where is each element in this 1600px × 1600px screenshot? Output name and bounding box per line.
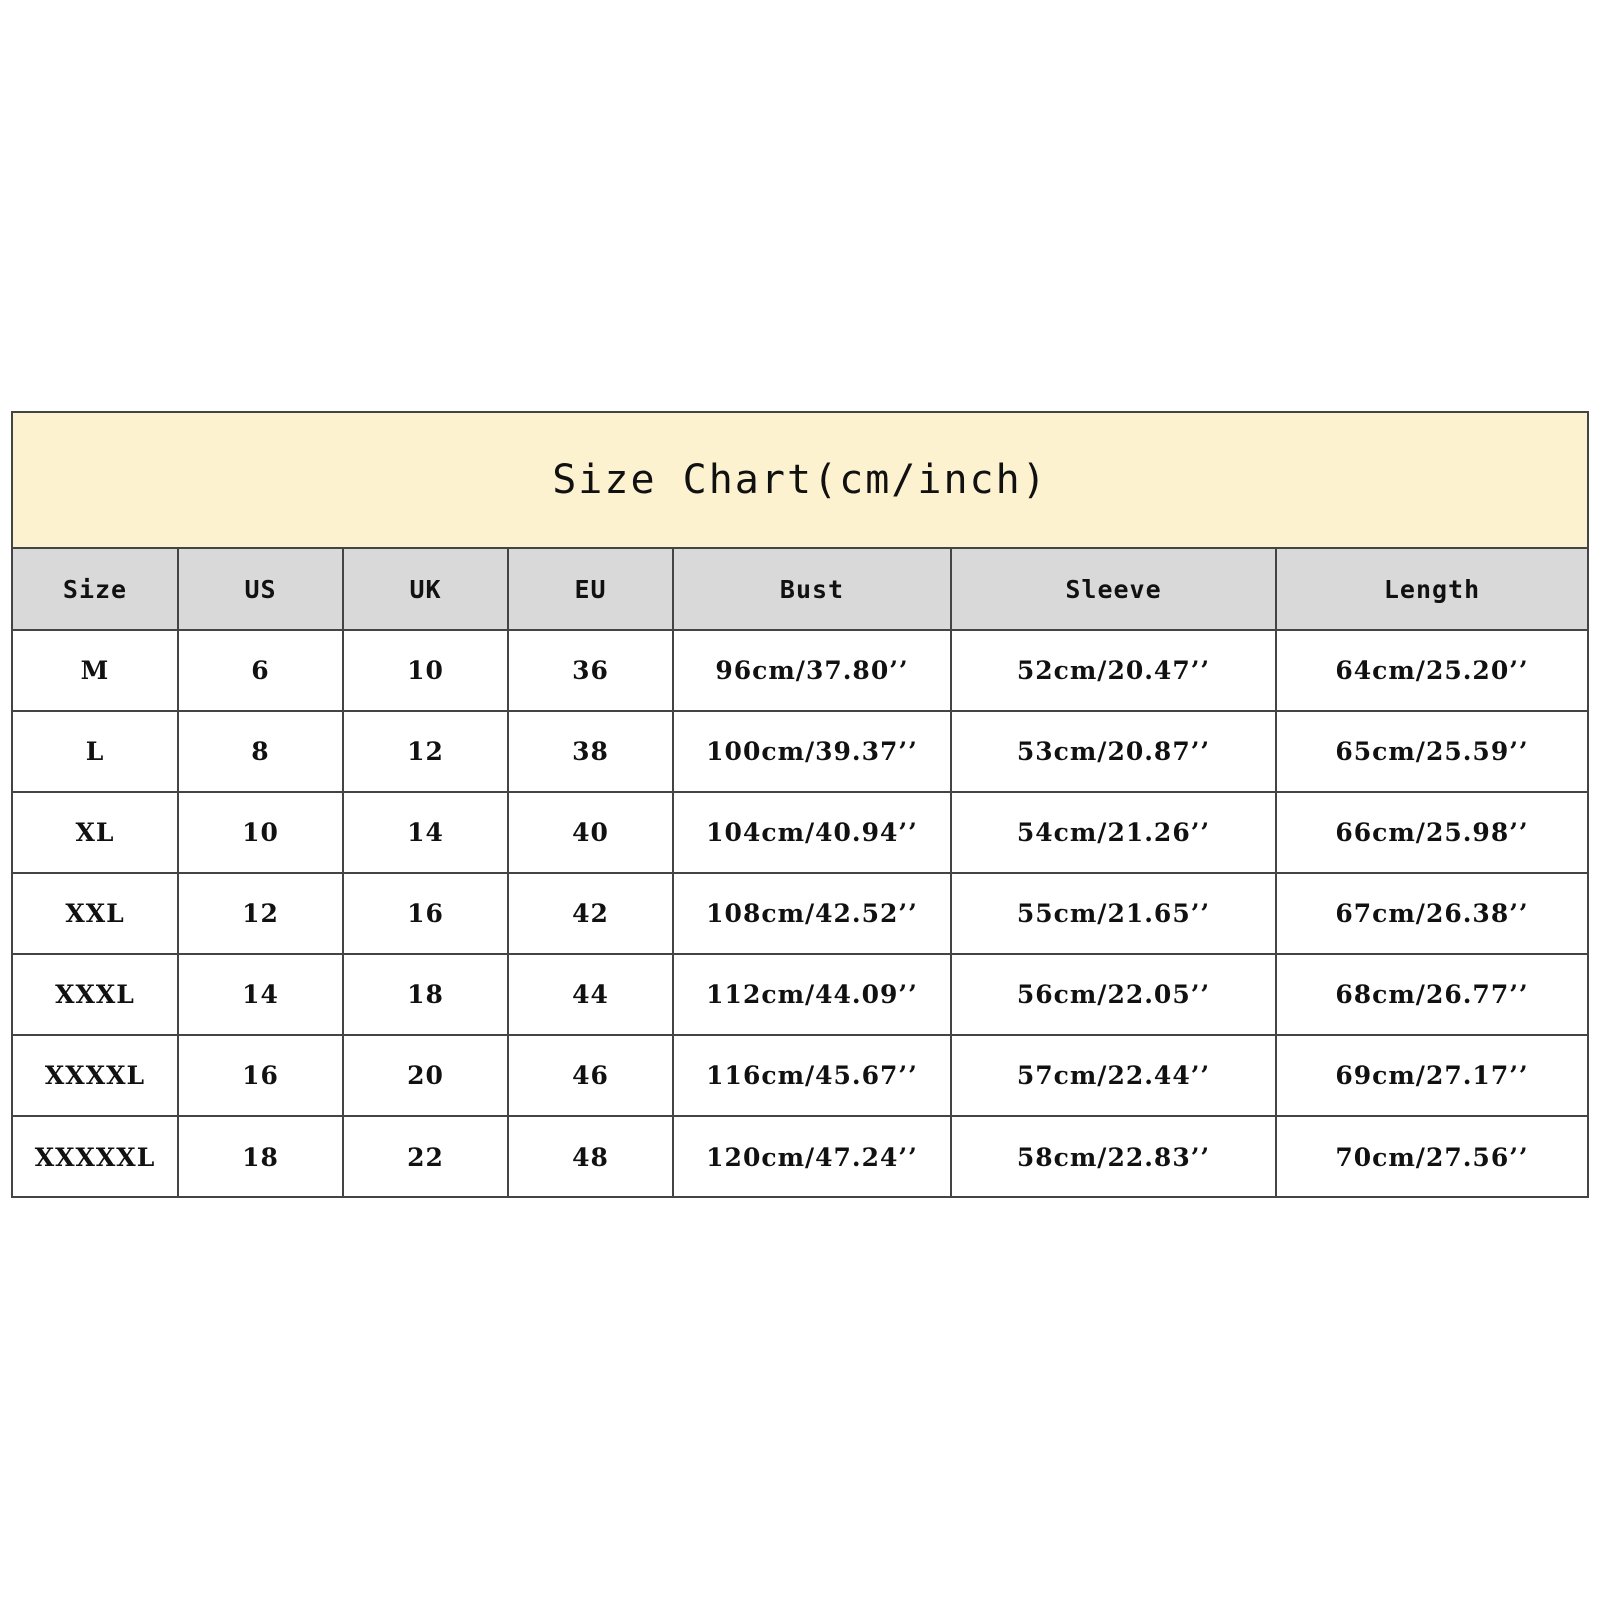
- size-chart-title: Size Chart(cm/inch): [552, 457, 1048, 503]
- cell-uk: 16: [343, 873, 508, 954]
- size-chart-table: [11, 411, 1589, 1198]
- cell-bust: 116cm/45.67’’: [673, 1035, 951, 1116]
- header-sleeve: Sleeve: [951, 549, 1276, 630]
- cell-us: 6: [178, 630, 343, 711]
- table-row: [13, 711, 1587, 792]
- cell-size: L: [13, 711, 178, 792]
- cell-sleeve: 55cm/21.65’’: [951, 873, 1276, 954]
- cell-us: 14: [178, 954, 343, 1035]
- header-row: [13, 549, 1587, 630]
- header-us: US: [178, 549, 343, 630]
- cell-bust: 120cm/47.24’’: [673, 1116, 951, 1197]
- cell-uk: 14: [343, 792, 508, 873]
- cell-size: XXL: [13, 873, 178, 954]
- cell-size: XXXXXL: [13, 1116, 178, 1197]
- cell-eu: 44: [508, 954, 673, 1035]
- cell-sleeve: 58cm/22.83’’: [951, 1116, 1276, 1197]
- table-row: [13, 873, 1587, 954]
- cell-length: 65cm/25.59’’: [1276, 711, 1587, 792]
- table-row: [13, 1035, 1587, 1116]
- cell-sleeve: 54cm/21.26’’: [951, 792, 1276, 873]
- cell-eu: 48: [508, 1116, 673, 1197]
- cell-size: XL: [13, 792, 178, 873]
- cell-size: XXXL: [13, 954, 178, 1035]
- cell-us: 10: [178, 792, 343, 873]
- header-uk: UK: [343, 549, 508, 630]
- cell-uk: 12: [343, 711, 508, 792]
- table-row: [13, 792, 1587, 873]
- cell-bust: 104cm/40.94’’: [673, 792, 951, 873]
- cell-sleeve: 56cm/22.05’’: [951, 954, 1276, 1035]
- cell-uk: 18: [343, 954, 508, 1035]
- cell-sleeve: 52cm/20.47’’: [951, 630, 1276, 711]
- cell-bust: 112cm/44.09’’: [673, 954, 951, 1035]
- cell-uk: 10: [343, 630, 508, 711]
- cell-uk: 22: [343, 1116, 508, 1197]
- cell-bust: 108cm/42.52’’: [673, 873, 951, 954]
- cell-us: 12: [178, 873, 343, 954]
- cell-size: M: [13, 630, 178, 711]
- cell-eu: 36: [508, 630, 673, 711]
- cell-eu: 46: [508, 1035, 673, 1116]
- header-bust: Bust: [673, 549, 951, 630]
- title-bar: [13, 413, 1587, 549]
- table-row: [13, 1116, 1587, 1197]
- cell-sleeve: 53cm/20.87’’: [951, 711, 1276, 792]
- cell-eu: 40: [508, 792, 673, 873]
- table-row: [13, 954, 1587, 1035]
- cell-sleeve: 57cm/22.44’’: [951, 1035, 1276, 1116]
- cell-length: 69cm/27.17’’: [1276, 1035, 1587, 1116]
- cell-length: 66cm/25.98’’: [1276, 792, 1587, 873]
- cell-bust: 100cm/39.37’’: [673, 711, 951, 792]
- cell-size: XXXXL: [13, 1035, 178, 1116]
- cell-length: 68cm/26.77’’: [1276, 954, 1587, 1035]
- cell-length: 67cm/26.38’’: [1276, 873, 1587, 954]
- table-row: [13, 630, 1587, 711]
- size-table: [13, 549, 1587, 1197]
- cell-bust: 96cm/37.80’’: [673, 630, 951, 711]
- header-size: Size: [13, 549, 178, 630]
- cell-length: 70cm/27.56’’: [1335, 1142, 1529, 1172]
- cell-uk: 20: [343, 1035, 508, 1116]
- cell-us: 18: [178, 1116, 343, 1197]
- cell-eu: 38: [508, 711, 673, 792]
- cell-eu: 42: [508, 873, 673, 954]
- header-length: Length: [1276, 549, 1587, 630]
- cell-length: 64cm/25.20’’: [1276, 630, 1587, 711]
- header-eu: EU: [508, 549, 673, 630]
- cell-us: 8: [178, 711, 343, 792]
- cell-us: 16: [178, 1035, 343, 1116]
